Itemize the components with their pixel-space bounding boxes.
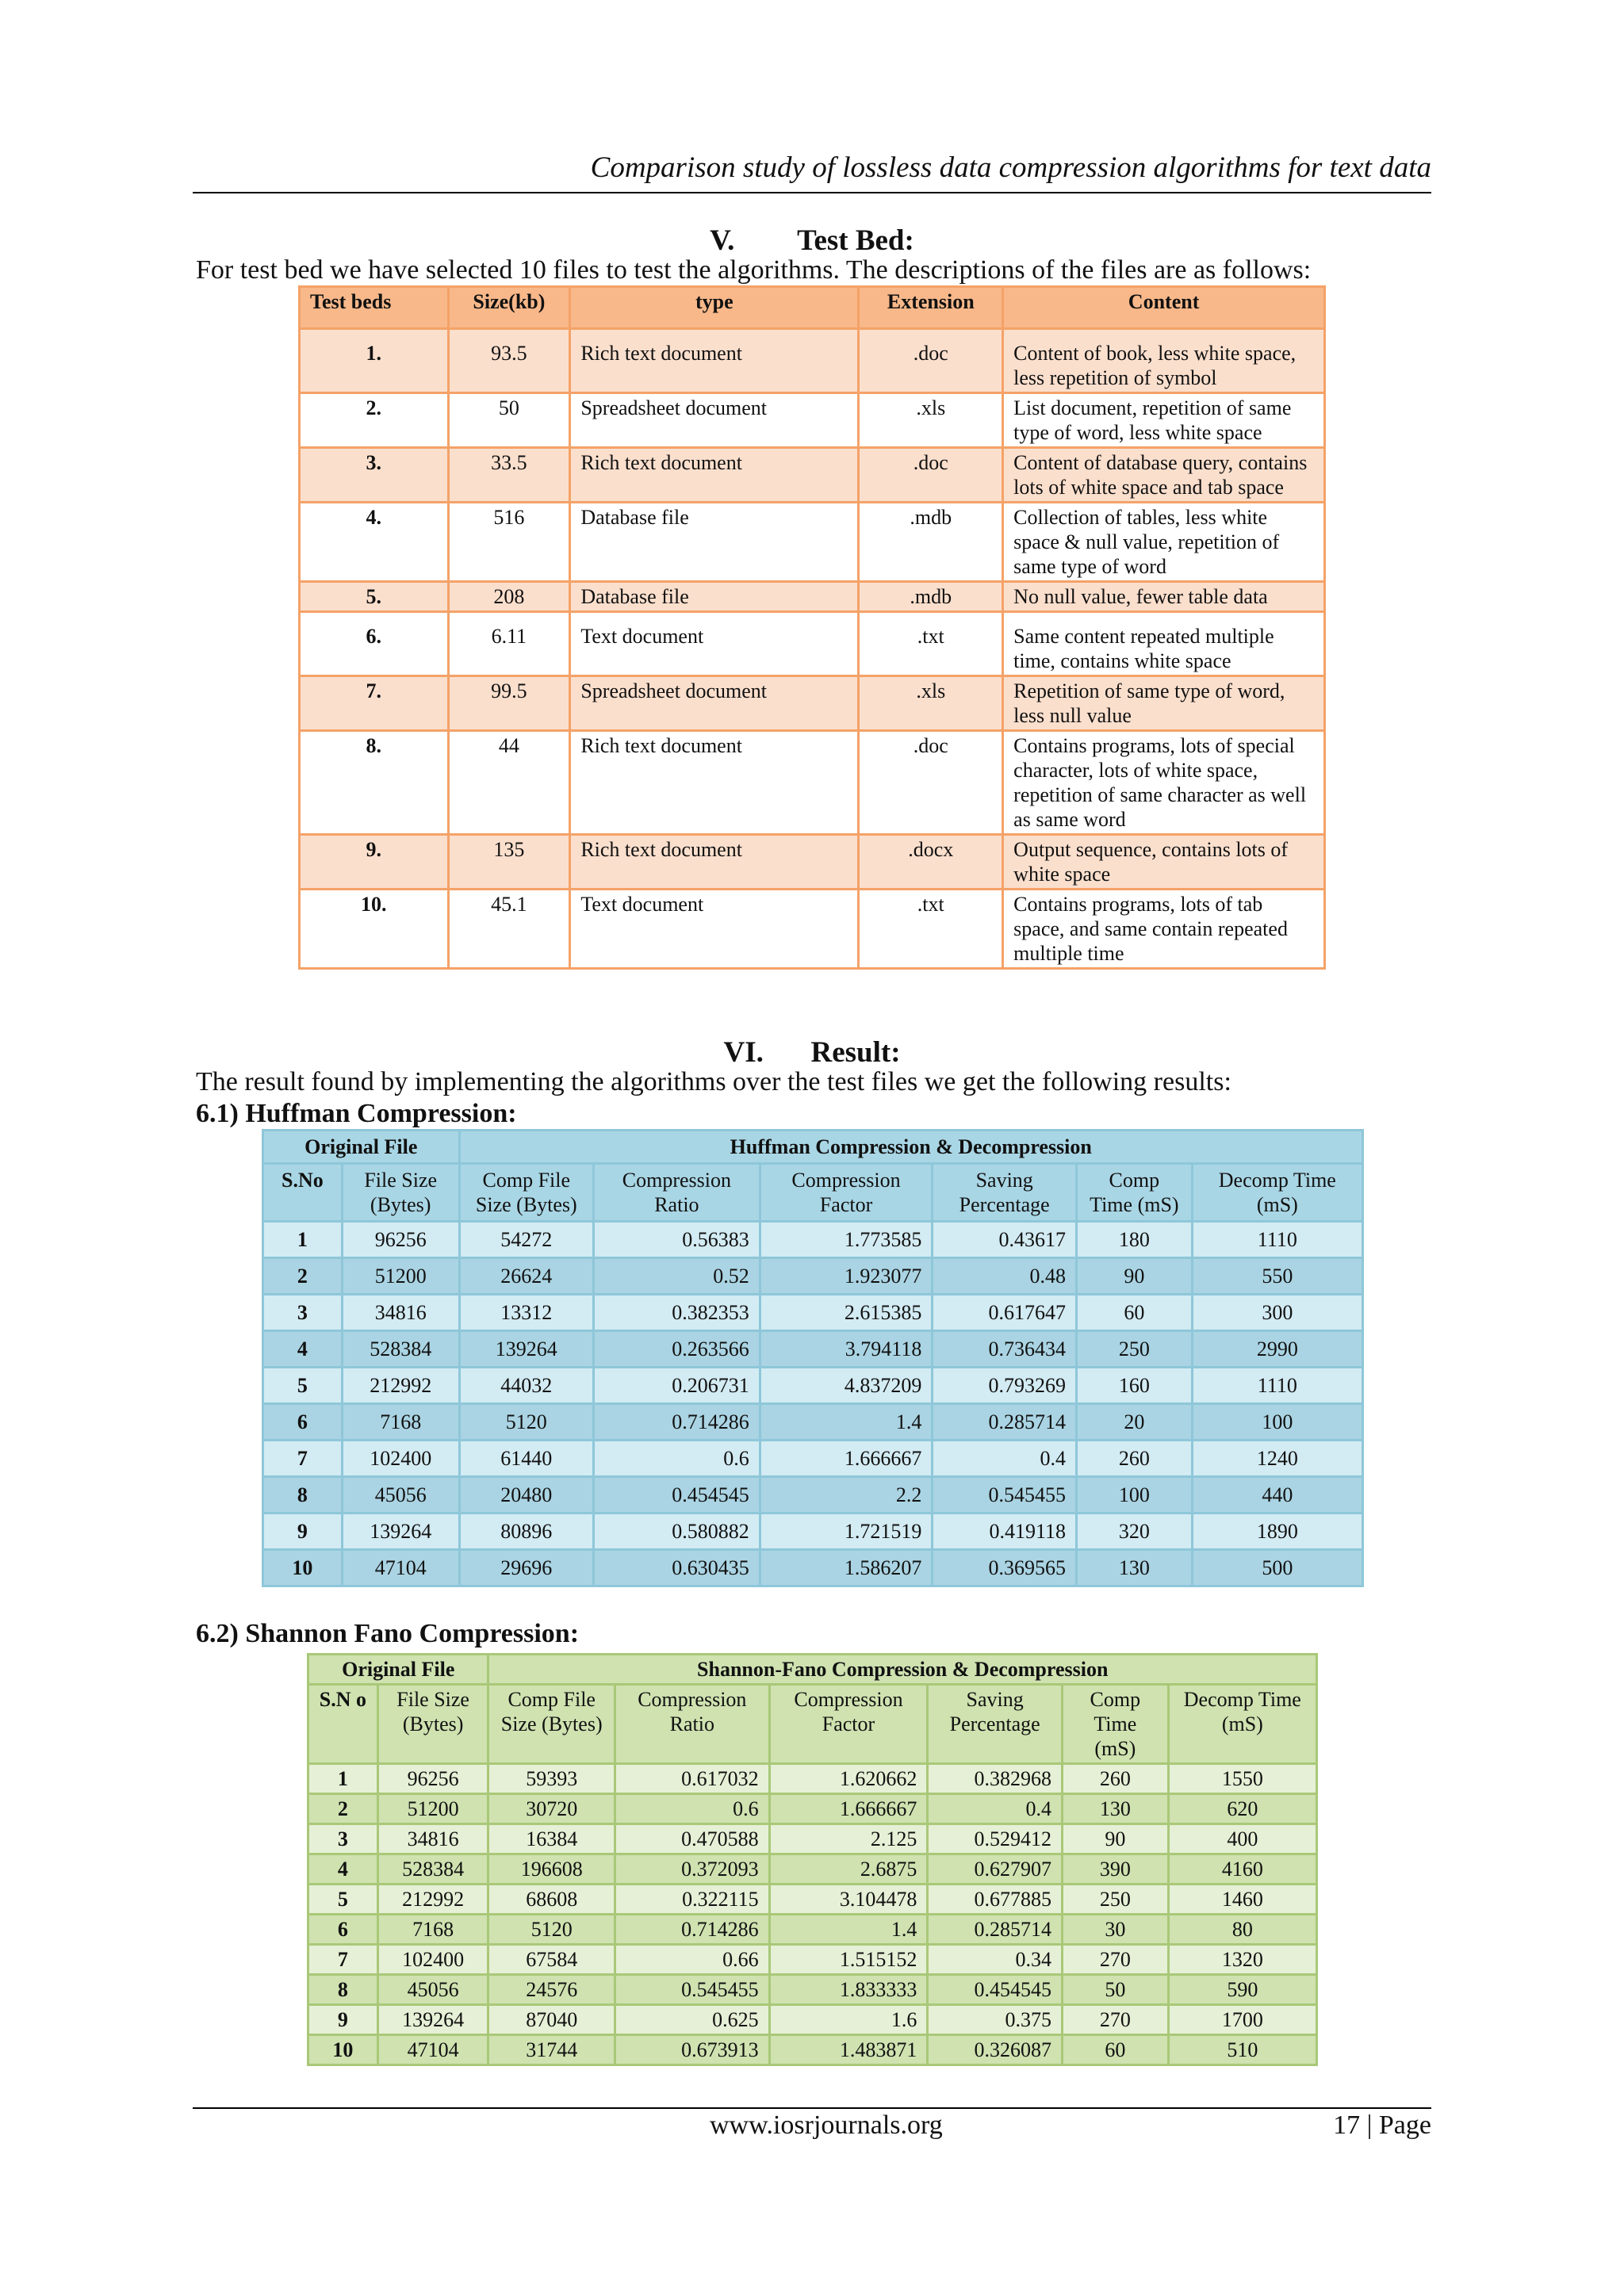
table-cell: 45056 — [377, 1975, 488, 2005]
col-header: Compression Factor — [769, 1685, 928, 1764]
table-cell: 0.206731 — [594, 1368, 760, 1404]
table-row — [300, 835, 1325, 890]
table-cell: 8 — [263, 1477, 343, 1513]
table-cell: 34816 — [377, 1824, 488, 1854]
table-row — [300, 503, 1325, 582]
table-cell: 0.617032 — [615, 1764, 769, 1794]
table-cell: 0.625 — [615, 2005, 769, 2035]
table-cell: 1.620662 — [769, 1764, 928, 1794]
table-cell: 270 — [1063, 1945, 1169, 1975]
section-number: VI. — [723, 1036, 764, 1069]
table-cell: 1.721519 — [760, 1513, 933, 1550]
huffman-table — [262, 1129, 1364, 1587]
table-cell: 1550 — [1168, 1764, 1316, 1794]
table-cell: 51200 — [377, 1794, 488, 1824]
table-cell: 10. — [300, 890, 449, 969]
table-cell: 1 — [308, 1764, 378, 1794]
table-cell: 0.326087 — [928, 2035, 1063, 2065]
table-cell: Rich text document — [570, 835, 859, 890]
table-cell: 6 — [263, 1404, 343, 1441]
table-cell: 96256 — [377, 1764, 488, 1794]
table-cell: 20480 — [459, 1477, 594, 1513]
table-cell: 0.545455 — [933, 1477, 1077, 1513]
table-cell: 0.714286 — [594, 1404, 760, 1441]
table-cell: 1240 — [1192, 1441, 1362, 1477]
table-cell: Rich text document — [570, 329, 859, 393]
table-cell: 5 — [263, 1368, 343, 1404]
table-cell: 0.263566 — [594, 1331, 760, 1368]
table-cell: 30 — [1063, 1915, 1169, 1945]
table-cell: 99.5 — [448, 676, 570, 731]
table-cell: 0.6 — [615, 1794, 769, 1824]
table-cell: 7168 — [377, 1915, 488, 1945]
table-cell: 4. — [300, 503, 449, 582]
table-cell: 0.454545 — [594, 1477, 760, 1513]
table-cell: 3.104478 — [769, 1885, 928, 1915]
table-cell: 102400 — [342, 1441, 459, 1477]
table-cell: 5120 — [488, 1915, 615, 1945]
table-row — [263, 1513, 1363, 1550]
running-header: Comparison study of lossless data compression algorithms for text data — [590, 151, 1431, 184]
table-cell: List document, repetition of same type of word, less white space — [1003, 393, 1325, 448]
table-cell: 6 — [308, 1915, 378, 1945]
table-cell: 400 — [1168, 1824, 1316, 1854]
table-cell: 7 — [308, 1945, 378, 1975]
table-row — [308, 2005, 1317, 2035]
table-cell: .xls — [859, 393, 1003, 448]
col-header: Extension — [859, 287, 1003, 329]
col-header: Decomp Time (mS) — [1192, 1164, 1362, 1222]
table-cell: 0.677885 — [928, 1885, 1063, 1915]
table-cell: 47104 — [342, 1550, 459, 1586]
table-cell: 34816 — [342, 1295, 459, 1331]
col-header: Decomp Time (mS) — [1168, 1685, 1316, 1764]
col-header: S.No — [263, 1164, 343, 1222]
table-cell: 135 — [448, 835, 570, 890]
table-cell: 260 — [1077, 1441, 1193, 1477]
table-cell: 4 — [263, 1331, 343, 1368]
table-cell: 0.4 — [933, 1441, 1077, 1477]
table-cell: 100 — [1192, 1404, 1362, 1441]
table-cell: 0.580882 — [594, 1513, 760, 1550]
table-cell: Content of database query, contains lots of white space and tab space — [1003, 448, 1325, 503]
table-cell: Same content repeated multiple time, contains white space — [1003, 612, 1325, 676]
table-cell: 390 — [1063, 1854, 1169, 1885]
table-cell: 300 — [1192, 1295, 1362, 1331]
table-cell: 2990 — [1192, 1331, 1362, 1368]
table-cell: 3 — [308, 1824, 378, 1854]
table-cell: 0.419118 — [933, 1513, 1077, 1550]
table-cell: 16384 — [488, 1824, 615, 1854]
table-cell: 2 — [263, 1258, 343, 1295]
col-header: Saving Percentage — [933, 1164, 1077, 1222]
table-row — [300, 890, 1325, 969]
shannon-fano-table — [307, 1653, 1318, 2066]
table-cell: 51200 — [342, 1258, 459, 1295]
table-cell: 1.833333 — [769, 1975, 928, 2005]
table-cell: 80896 — [459, 1513, 594, 1550]
table-cell: 33.5 — [448, 448, 570, 503]
col-header: Compression Factor — [760, 1164, 933, 1222]
table-cell: 5. — [300, 582, 449, 612]
table-cell: Contains programs, lots of tab space, and same contain repeated multiple time — [1003, 890, 1325, 969]
table-cell: 6. — [300, 612, 449, 676]
table-row — [300, 329, 1325, 393]
col-header: Comp Time (mS) — [1063, 1685, 1169, 1764]
result-intro: The result found by implementing the algorithms over the test files we get the following results: — [196, 1067, 1231, 1096]
table-cell: 160 — [1077, 1368, 1193, 1404]
table-cell: 0.375 — [928, 2005, 1063, 2035]
table-cell: 102400 — [377, 1945, 488, 1975]
table-cell: 0.6 — [594, 1441, 760, 1477]
table-cell: 0.529412 — [928, 1824, 1063, 1854]
table-row — [308, 1824, 1317, 1854]
table-row — [263, 1331, 1363, 1368]
section-heading-result — [0, 1035, 1624, 1070]
table-cell: Collection of tables, less white space & null value, repetition of same type of word — [1003, 503, 1325, 582]
table-cell: 1.666667 — [760, 1441, 933, 1477]
col-header: File Size (Bytes) — [377, 1685, 488, 1764]
table-cell: Contains programs, lots of special character, lots of white space, repetition of same character as well as same word — [1003, 731, 1325, 835]
table-cell: 4 — [308, 1854, 378, 1885]
table-cell: 5 — [308, 1885, 378, 1915]
table-row — [308, 2035, 1317, 2065]
table-cell: 510 — [1168, 2035, 1316, 2065]
table-cell: 250 — [1077, 1331, 1193, 1368]
table-cell: No null value, fewer table data — [1003, 582, 1325, 612]
table-cell: 196608 — [488, 1854, 615, 1885]
table-row — [300, 731, 1325, 835]
table-cell: 1.6 — [769, 2005, 928, 2035]
table-cell: Repetition of same type of word, less null value — [1003, 676, 1325, 731]
table-cell: 29696 — [459, 1550, 594, 1586]
table-row — [308, 1794, 1317, 1824]
section-title: Test Bed: — [797, 224, 914, 257]
table-cell: 1. — [300, 329, 449, 393]
footer-rule — [193, 2107, 1431, 2109]
section-title: Result: — [810, 1036, 901, 1069]
table-cell: 528384 — [377, 1854, 488, 1885]
test-bed-intro: For test bed we have selected 10 files to test the algorithms. The descriptions of the files are as follows: — [196, 255, 1312, 285]
table-cell: 1110 — [1192, 1368, 1362, 1404]
col-header: Comp File Size (Bytes) — [459, 1164, 594, 1222]
table-cell: Text document — [570, 612, 859, 676]
col-header: Compression Ratio — [594, 1164, 760, 1222]
table-cell: .mdb — [859, 582, 1003, 612]
table-cell: 4.837209 — [760, 1368, 933, 1404]
group-header-huffman: Huffman Compression & Decompression — [459, 1131, 1362, 1164]
table-cell: 80 — [1168, 1915, 1316, 1945]
table-cell: 4160 — [1168, 1854, 1316, 1885]
table-cell: .doc — [859, 731, 1003, 835]
table-cell: 24576 — [488, 1975, 615, 2005]
table-cell: 0.285714 — [928, 1915, 1063, 1945]
table-cell: 440 — [1192, 1477, 1362, 1513]
table-cell: 1.773585 — [760, 1222, 933, 1258]
table-cell: 45.1 — [448, 890, 570, 969]
table-cell: 1.923077 — [760, 1258, 933, 1295]
table-cell: 130 — [1077, 1550, 1193, 1586]
col-header: Test beds — [300, 287, 449, 329]
table-row — [263, 1368, 1363, 1404]
table-cell: Database file — [570, 503, 859, 582]
table-cell: 5120 — [459, 1404, 594, 1441]
footer-url: www.iosrjournals.org — [710, 2110, 943, 2140]
table-cell: 87040 — [488, 2005, 615, 2035]
table-cell: 1.666667 — [769, 1794, 928, 1824]
table-row — [300, 582, 1325, 612]
table-cell: 1.515152 — [769, 1945, 928, 1975]
col-header: type — [570, 287, 859, 329]
table-cell: 1.4 — [760, 1404, 933, 1441]
table-cell: 96256 — [342, 1222, 459, 1258]
table-cell: 620 — [1168, 1794, 1316, 1824]
table-cell: Content of book, less white space, less repetition of symbol — [1003, 329, 1325, 393]
table-cell: 260 — [1063, 1764, 1169, 1794]
table-row — [308, 1854, 1317, 1885]
table-cell: 212992 — [342, 1368, 459, 1404]
table-cell: 8 — [308, 1975, 378, 2005]
table-cell: 93.5 — [448, 329, 570, 393]
table-cell: 0.630435 — [594, 1550, 760, 1586]
table-cell: 44 — [448, 731, 570, 835]
table-cell: 0.382968 — [928, 1764, 1063, 1794]
test-bed-header-row — [300, 287, 1325, 329]
table-row — [263, 1222, 1363, 1258]
huffman-header-row — [263, 1164, 1363, 1222]
table-cell: 45056 — [342, 1477, 459, 1513]
table-cell: 2. — [300, 393, 449, 448]
table-row — [300, 612, 1325, 676]
table-cell: 9 — [263, 1513, 343, 1550]
table-cell: 2 — [308, 1794, 378, 1824]
table-cell: 67584 — [488, 1945, 615, 1975]
table-cell: 90 — [1063, 1824, 1169, 1854]
table-cell: 1460 — [1168, 1885, 1316, 1915]
table-cell: Rich text document — [570, 731, 859, 835]
table-cell: 0.714286 — [615, 1915, 769, 1945]
table-cell: 68608 — [488, 1885, 615, 1915]
shannon-subtitle: 6.2) Shannon Fano Compression: — [196, 1619, 580, 1648]
col-header: Comp Time (mS) — [1077, 1164, 1193, 1222]
table-cell: 550 — [1192, 1258, 1362, 1295]
table-row — [300, 676, 1325, 731]
table-cell: 3. — [300, 448, 449, 503]
table-cell: 60 — [1077, 1295, 1193, 1331]
table-cell: Rich text document — [570, 448, 859, 503]
table-cell: 1110 — [1192, 1222, 1362, 1258]
table-cell: 13312 — [459, 1295, 594, 1331]
table-cell: 0.369565 — [933, 1550, 1077, 1586]
table-cell: 180 — [1077, 1222, 1193, 1258]
table-cell: 10 — [308, 2035, 378, 2065]
table-cell: 0.673913 — [615, 2035, 769, 2065]
table-cell: 1890 — [1192, 1513, 1362, 1550]
table-cell: 0.382353 — [594, 1295, 760, 1331]
table-cell: .xls — [859, 676, 1003, 731]
col-header: Size(kb) — [448, 287, 570, 329]
table-row — [308, 1885, 1317, 1915]
col-header: S.N o — [308, 1685, 378, 1764]
table-cell: 0.322115 — [615, 1885, 769, 1915]
table-row — [308, 1975, 1317, 2005]
group-header-original: Original File — [263, 1131, 460, 1164]
table-cell: 7168 — [342, 1404, 459, 1441]
table-row — [308, 1915, 1317, 1945]
table-cell: 2.615385 — [760, 1295, 933, 1331]
table-cell: Spreadsheet document — [570, 393, 859, 448]
table-cell: 0.627907 — [928, 1854, 1063, 1885]
table-cell: 7. — [300, 676, 449, 731]
table-cell: 0.4 — [928, 1794, 1063, 1824]
table-cell: 100 — [1077, 1477, 1193, 1513]
table-cell: 139264 — [342, 1513, 459, 1550]
col-header: Comp File Size (Bytes) — [488, 1685, 615, 1764]
table-cell: Database file — [570, 582, 859, 612]
table-row — [263, 1441, 1363, 1477]
table-cell: .docx — [859, 835, 1003, 890]
table-cell: 250 — [1063, 1885, 1169, 1915]
table-row — [263, 1295, 1363, 1331]
table-cell: .txt — [859, 612, 1003, 676]
table-row — [263, 1477, 1363, 1513]
group-header-original: Original File — [308, 1655, 488, 1685]
table-cell: 2.6875 — [769, 1854, 928, 1885]
table-cell: 320 — [1077, 1513, 1193, 1550]
table-cell: 10 — [263, 1550, 343, 1586]
table-row — [263, 1550, 1363, 1586]
table-cell: 2.125 — [769, 1824, 928, 1854]
table-cell: 60 — [1063, 2035, 1169, 2065]
table-cell: Text document — [570, 890, 859, 969]
table-cell: 59393 — [488, 1764, 615, 1794]
table-cell: 7 — [263, 1441, 343, 1477]
table-cell: 47104 — [377, 2035, 488, 2065]
table-cell: 516 — [448, 503, 570, 582]
group-header-shannon: Shannon-Fano Compression & Decompression — [488, 1655, 1317, 1685]
table-cell: 1320 — [1168, 1945, 1316, 1975]
table-cell: 0.34 — [928, 1945, 1063, 1975]
table-cell: 500 — [1192, 1550, 1362, 1586]
table-cell: 1.483871 — [769, 2035, 928, 2065]
table-cell: 50 — [1063, 1975, 1169, 2005]
table-cell: 0.43617 — [933, 1222, 1077, 1258]
table-cell: 0.454545 — [928, 1975, 1063, 2005]
table-cell: .mdb — [859, 503, 1003, 582]
shannon-header-row — [308, 1685, 1317, 1764]
header-rule — [193, 192, 1431, 193]
section-heading-test-bed — [0, 224, 1624, 258]
table-cell: 0.52 — [594, 1258, 760, 1295]
table-cell: 0.48 — [933, 1258, 1077, 1295]
table-cell: 1.586207 — [760, 1550, 933, 1586]
table-cell: 130 — [1063, 1794, 1169, 1824]
col-header: Compression Ratio — [615, 1685, 769, 1764]
table-cell: 0.66 — [615, 1945, 769, 1975]
table-cell: 0.617647 — [933, 1295, 1077, 1331]
table-cell: .txt — [859, 890, 1003, 969]
table-cell: 0.793269 — [933, 1368, 1077, 1404]
table-cell: 6.11 — [448, 612, 570, 676]
table-cell: 1 — [263, 1222, 343, 1258]
table-cell: 208 — [448, 582, 570, 612]
table-cell: 8. — [300, 731, 449, 835]
table-cell: 44032 — [459, 1368, 594, 1404]
huffman-subtitle: 6.1) Huffman Compression: — [196, 1099, 517, 1128]
table-row — [263, 1404, 1363, 1441]
table-cell: 270 — [1063, 2005, 1169, 2035]
table-cell: 20 — [1077, 1404, 1193, 1441]
table-cell: 90 — [1077, 1258, 1193, 1295]
table-cell: 139264 — [377, 2005, 488, 2035]
page-number: 17 | Page — [1333, 2110, 1431, 2140]
table-cell: 1.4 — [769, 1915, 928, 1945]
table-cell: Spreadsheet document — [570, 676, 859, 731]
table-cell: 0.56383 — [594, 1222, 760, 1258]
table-cell: 0.285714 — [933, 1404, 1077, 1441]
table-cell: 61440 — [459, 1441, 594, 1477]
table-cell: 0.372093 — [615, 1854, 769, 1885]
table-row — [308, 1945, 1317, 1975]
section-number: V. — [710, 224, 735, 257]
table-cell: 30720 — [488, 1794, 615, 1824]
col-header: Content — [1003, 287, 1325, 329]
table-cell: 3.794118 — [760, 1331, 933, 1368]
table-cell: Output sequence, contains lots of white space — [1003, 835, 1325, 890]
table-cell: 9 — [308, 2005, 378, 2035]
table-cell: 212992 — [377, 1885, 488, 1915]
table-cell: 2.2 — [760, 1477, 933, 1513]
table-cell: 1700 — [1168, 2005, 1316, 2035]
table-cell: 54272 — [459, 1222, 594, 1258]
table-row — [308, 1764, 1317, 1794]
table-cell: 3 — [263, 1295, 343, 1331]
table-row — [263, 1258, 1363, 1295]
table-cell: 0.736434 — [933, 1331, 1077, 1368]
col-header: File Size (Bytes) — [342, 1164, 459, 1222]
table-cell: 590 — [1168, 1975, 1316, 2005]
col-header: Saving Percentage — [928, 1685, 1063, 1764]
table-cell: 50 — [448, 393, 570, 448]
table-cell: 528384 — [342, 1331, 459, 1368]
table-cell: 139264 — [459, 1331, 594, 1368]
table-row — [300, 393, 1325, 448]
table-cell: .doc — [859, 448, 1003, 503]
table-cell: 0.545455 — [615, 1975, 769, 2005]
table-cell: 9. — [300, 835, 449, 890]
table-cell: 31744 — [488, 2035, 615, 2065]
test-bed-table — [298, 285, 1326, 970]
table-cell: .doc — [859, 329, 1003, 393]
table-row — [300, 448, 1325, 503]
table-cell: 26624 — [459, 1258, 594, 1295]
table-cell: 0.470588 — [615, 1824, 769, 1854]
